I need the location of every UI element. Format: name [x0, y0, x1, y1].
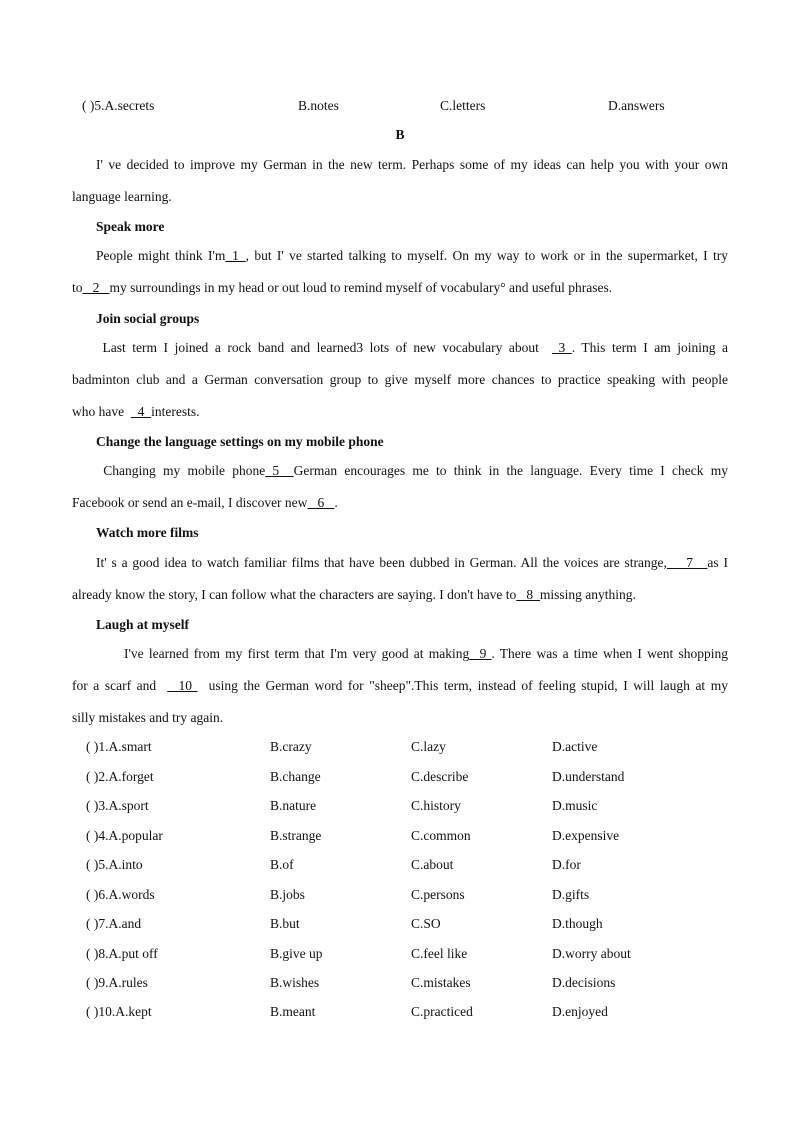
option-d: D.music	[552, 798, 598, 813]
option-b: B.change	[270, 769, 321, 784]
films-line-1: It' s a good idea to watch familiar films that have been dubbed in German. All the voices are strange, 7 as I	[96, 555, 728, 570]
option-c: C.lazy	[411, 739, 446, 754]
option-a: ( )3.A.sport	[86, 798, 149, 813]
option-c: C.SO	[411, 916, 441, 931]
option-b: B.meant	[270, 1004, 316, 1019]
section-title: B	[395, 127, 405, 142]
change-line-1: Changing my mobile phone 5 German encourages me to think in the language. Every time I check my	[96, 463, 728, 478]
laugh-line-3: silly mistakes and try again.	[72, 710, 224, 725]
laugh-line-1: I've learned from my first term that I'm very good at making 9 . There was a time when I went shopping	[124, 646, 728, 661]
option-c: C.persons	[411, 887, 465, 902]
films-line-2: already know the story, I can follow what the characters are saying. I don't have to 8 missing anything.	[72, 587, 636, 602]
option-c: C.mistakes	[411, 975, 471, 990]
option-d: D.understand	[552, 769, 625, 784]
blank-4: 4	[130, 404, 152, 419]
option-c: C.letters	[440, 98, 486, 113]
heading-laugh-at-myself: Laugh at myself	[96, 617, 190, 632]
blank-9: 9	[469, 646, 492, 661]
intro-line-1: I' ve decided to improve my German in the new term. Perhaps some of my ideas can help you with your own	[96, 157, 728, 172]
option-b: B.jobs	[270, 887, 305, 902]
option-a: ( )10.A.kept	[86, 1004, 152, 1019]
option-a: ( )1.A.smart	[86, 739, 152, 754]
option-a: ( )2.A.forget	[86, 769, 154, 784]
option-d: D.gifts	[552, 887, 590, 902]
option-b: B.give up	[270, 946, 323, 961]
option-a: ( )5.A.secrets	[82, 98, 155, 113]
option-d: D.worry about	[552, 946, 631, 961]
option-b: B.notes	[298, 98, 339, 113]
blank-2: 2	[82, 280, 110, 295]
join-line-1: Last term I joined a rock band and learned3 lots of new vocabulary about 3 . This term I am joining a	[96, 340, 728, 355]
option-c: C.about	[411, 857, 454, 872]
option-b: B.but	[270, 916, 300, 931]
blank-1: _1_	[225, 248, 246, 263]
blank-6: 6	[307, 495, 335, 510]
blank-7: 7	[666, 555, 708, 570]
change-line-2: Facebook or send an e-mail, I discover new 6 .	[72, 495, 338, 510]
heading-join-social-groups: Join social groups	[96, 311, 200, 326]
join-line-2: badminton club and a German conversation group to give myself more chances to practice speaking with people	[72, 372, 728, 387]
option-d: D.for	[552, 857, 581, 872]
option-b: B.nature	[270, 798, 317, 813]
join-line-3: who have 4 interests.	[72, 404, 200, 419]
speak-line-2: to 2 my surroundings in my head or out loud to remind myself of vocabulary° and useful phrases.	[72, 280, 613, 295]
laugh-line-2: for a scarf and 10 using the German word for "sheep".This term, instead of feeling stupid, I will laugh at my	[72, 678, 729, 693]
option-c: C.describe	[411, 769, 469, 784]
option-b: B.strange	[270, 828, 322, 843]
option-a: ( )4.A.popular	[86, 828, 163, 843]
option-a: ( )9.A.rules	[86, 975, 148, 990]
option-a: ( )7.A.and	[86, 916, 142, 931]
option-c: C.common	[411, 828, 471, 843]
option-b: B.wishes	[270, 975, 320, 990]
option-c: C.history	[411, 798, 461, 813]
option-b: B.crazy	[270, 739, 312, 754]
blank-5: 5	[265, 463, 294, 478]
intro-line-2: language learning.	[72, 189, 172, 204]
blank-3: 3	[551, 340, 572, 355]
blank-8: 8	[516, 587, 540, 602]
heading-watch-films: Watch more films	[96, 525, 199, 540]
option-b: B.of	[270, 857, 294, 872]
option-a: ( )5.A.into	[86, 857, 143, 872]
heading-speak-more: Speak more	[96, 219, 165, 234]
option-d: D.decisions	[552, 975, 616, 990]
option-c: C.feel like	[411, 946, 468, 961]
option-d: D.answers	[608, 98, 665, 113]
option-c: C.practiced	[411, 1004, 473, 1019]
option-a: ( )8.A.put off	[86, 946, 158, 961]
option-d: D.enjoyed	[552, 1004, 608, 1019]
option-a: ( )6.A.words	[86, 887, 155, 902]
option-d: D.though	[552, 916, 603, 931]
heading-change-settings: Change the language settings on my mobile phone	[96, 434, 384, 449]
blank-10: 10	[167, 678, 198, 693]
option-d: D.expensive	[552, 828, 620, 843]
option-d: D.active	[552, 739, 598, 754]
speak-line-1: People might think I'm_1_, but I' ve started talking to myself. On my way to work or in the supermarket, I try	[96, 248, 728, 263]
